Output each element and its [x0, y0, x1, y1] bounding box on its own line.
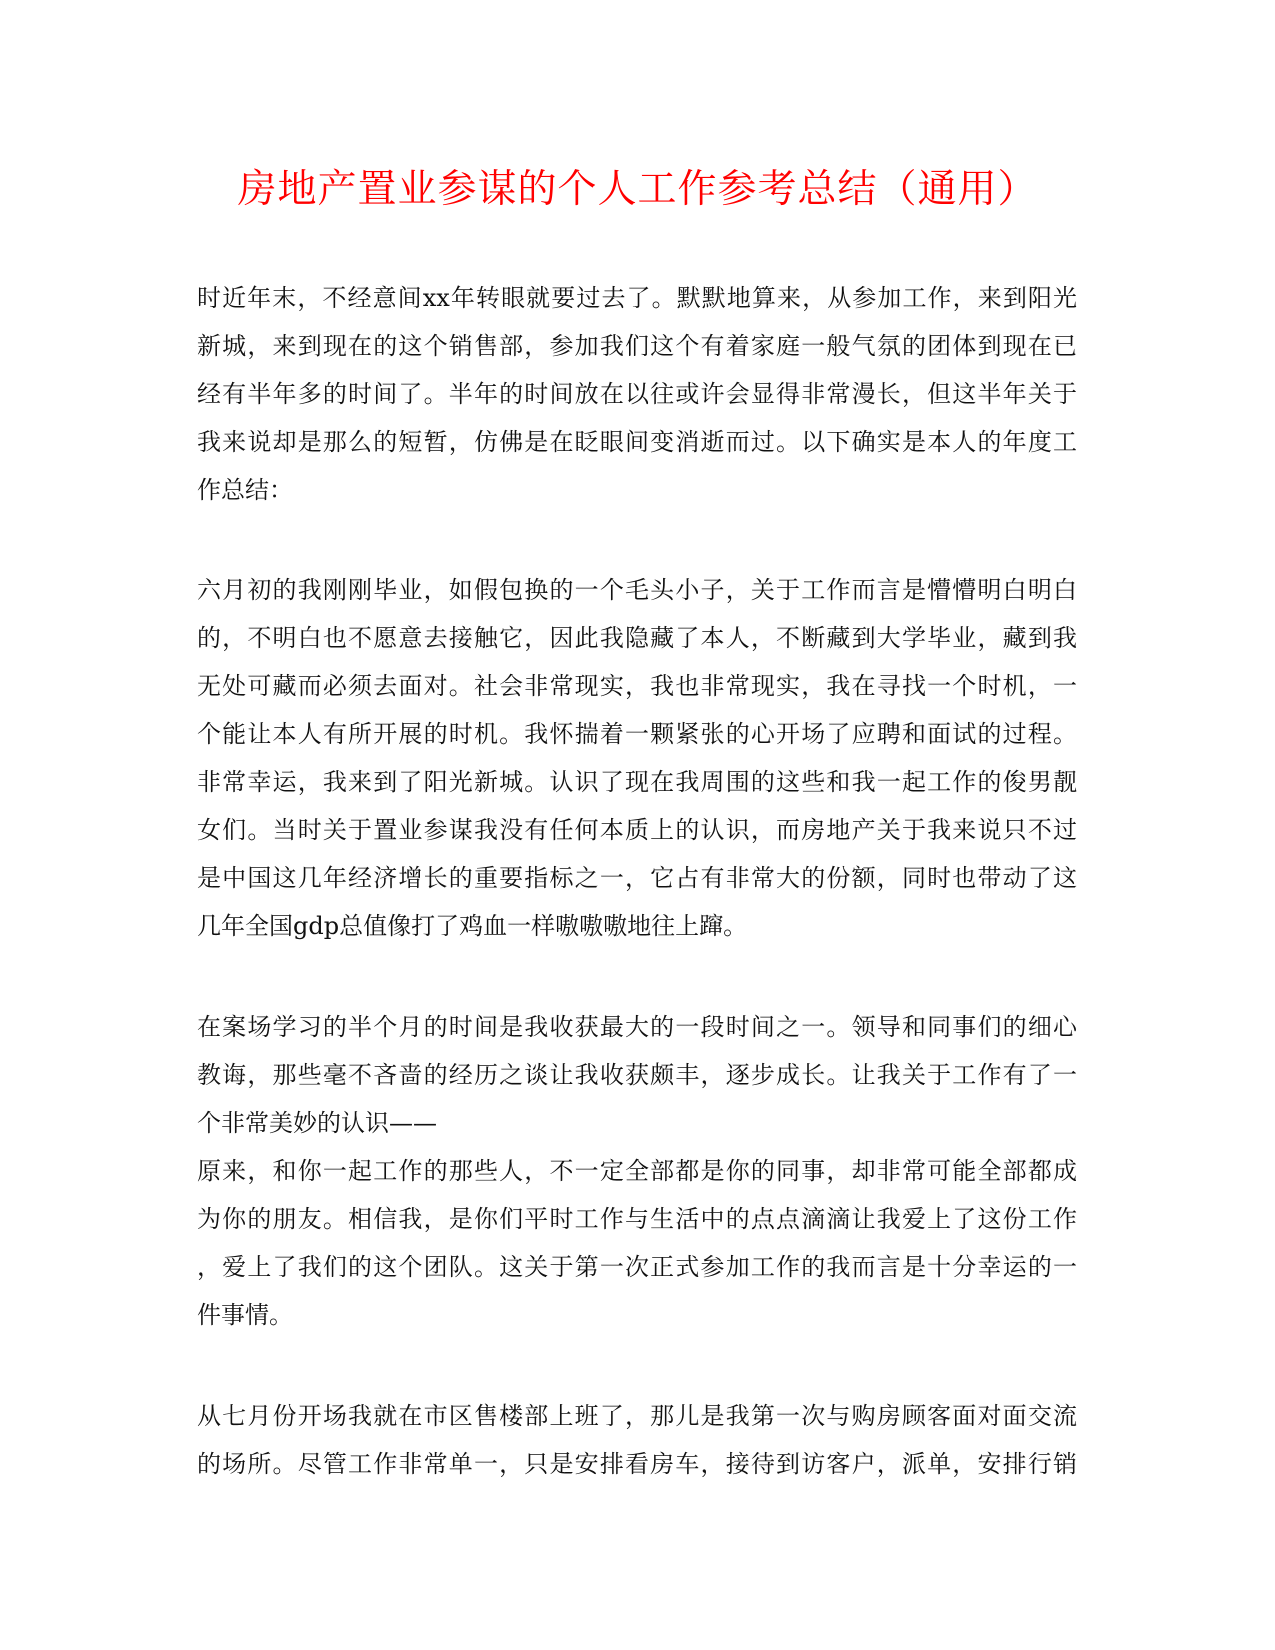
- text-line: 新城，来到现在的这个销售部，参加我们这个有着家庭一般气氛的团体到现在已: [197, 332, 1077, 360]
- text-line: 从七月份开场我就在市区售楼部上班了，那儿是我第一次与购房顾客面对面交流: [197, 1402, 1077, 1430]
- paragraph-4: [197, 1392, 1077, 1488]
- text-line: 教诲，那些毫不吝啬的经历之谈让我收获颇丰，逐步成长。让我关于工作有了一: [197, 1061, 1077, 1089]
- paragraph-1: [197, 274, 1077, 514]
- text-line: 我来说却是那么的短暂，仿佛是在眨眼间变消逝而过。以下确实是本人的年度工: [197, 428, 1077, 456]
- text-line: 原来，和你一起工作的那些人，不一定全部都是你的同事，却非常可能全部都成: [197, 1157, 1077, 1185]
- text-line: ，爱上了我们的这个团队。这关于第一次正式参加工作的我而言是十分幸运的一: [197, 1253, 1077, 1281]
- text-line: 件事情。: [197, 1301, 293, 1329]
- text-line: 个非常美妙的认识——: [197, 1109, 437, 1137]
- text-line: 在案场学习的半个月的时间是我收获最大的一段时间之一。领导和同事们的细心: [197, 1013, 1077, 1041]
- text-line: 女们。当时关于置业参谋我没有任何本质上的认识，而房地产关于我来说只不过: [197, 816, 1077, 844]
- text-line: 的场所。尽管工作非常单一，只是安排看房车，接待到访客户，派单，安排行销: [197, 1450, 1077, 1478]
- text-line: 几年全国gdp总值像打了鸡血一样嗷嗷嗷地往上蹿。: [197, 912, 748, 940]
- text-line: 六月初的我刚刚毕业，如假包换的一个毛头小子，关于工作而言是懵懵明白明白: [197, 576, 1077, 604]
- paragraph-2: [197, 566, 1077, 950]
- text-line: 时近年末，不经意间xx年转眼就要过去了。默默地算来，从参加工作，来到阳光: [197, 284, 1077, 312]
- text-line: 无处可藏而必须去面对。社会非常现实，我也非常现实，我在寻找一个时机，一: [197, 672, 1077, 700]
- text-line: 的，不明白也不愿意去接触它，因此我隐藏了本人，不断藏到大学毕业，藏到我: [197, 624, 1077, 652]
- text-line: 是中国这几年经济增长的重要指标之一，它占有非常大的份额，同时也带动了这: [197, 864, 1077, 892]
- text-line: 为你的朋友。相信我，是你们平时工作与生活中的点点滴滴让我爱上了这份工作: [197, 1205, 1077, 1233]
- text-line: 个能让本人有所开展的时机。我怀揣着一颗紧张的心开场了应聘和面试的过程。: [197, 720, 1077, 748]
- text-line: 作总结：: [197, 476, 293, 504]
- document-title: 房地产置业参谋的个人工作参考总结（通用）: [237, 167, 1038, 212]
- text-line: 经有半年多的时间了。半年的时间放在以往或许会显得非常漫长，但这半年关于: [197, 380, 1077, 408]
- text-line: 非常幸运，我来到了阳光新城。认识了现在我周围的这些和我一起工作的俊男靓: [197, 768, 1077, 796]
- paragraph-3: [197, 1003, 1077, 1339]
